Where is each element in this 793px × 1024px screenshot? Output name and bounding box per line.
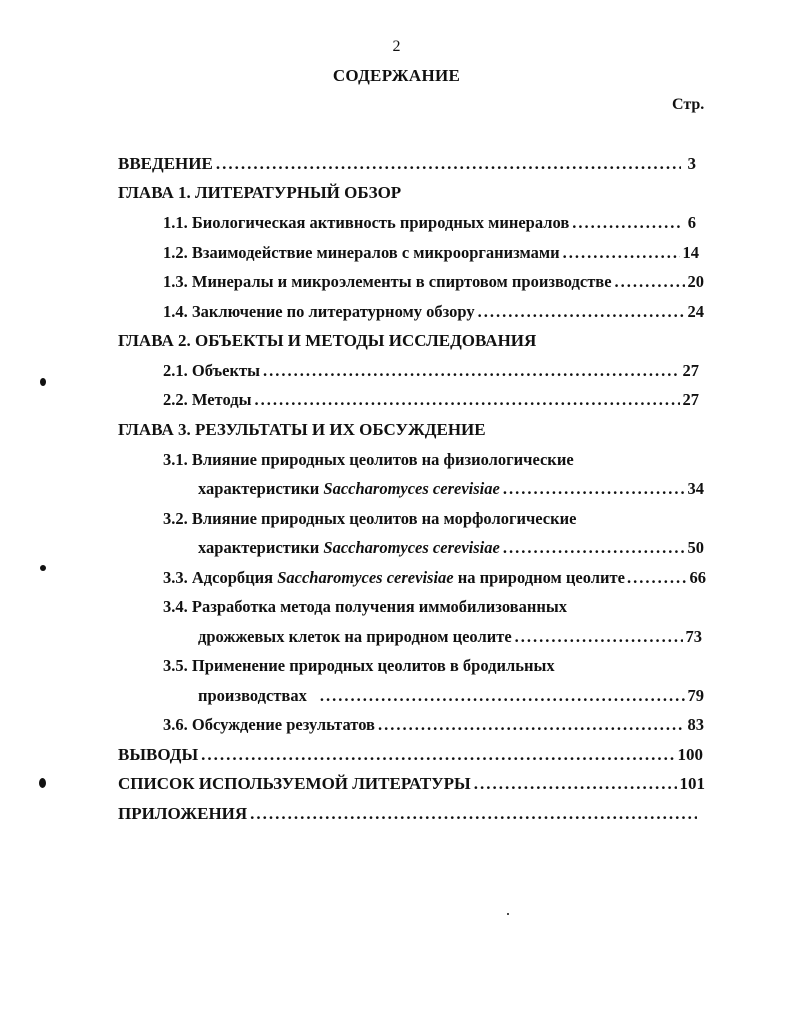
toc-entry-page: 20 [687, 272, 704, 291]
page-title: СОДЕРЖАНИЕ [332, 66, 461, 85]
toc-entry-label: ВВЕДЕНИЕ [118, 154, 213, 173]
toc-entry-page: 50 [687, 538, 704, 557]
toc-entry-3-4 [198, 627, 702, 651]
toc-entry-label: 1.2. Взаимодействие минералов с микроорганизмами [163, 243, 560, 262]
toc-leader-dots [201, 745, 674, 765]
toc-entry-page: 24 [687, 302, 704, 321]
toc-leader-dots [263, 361, 680, 381]
toc-entry-label: характеристики Saccharomyces cerevisiae [198, 538, 500, 557]
scan-speck [39, 778, 46, 788]
toc-entry-label: 3.6. Обсуждение результатов [163, 715, 375, 734]
toc-entry-1-4 [163, 302, 704, 326]
toc-entry-label: характеристики Saccharomyces cerevisiae [198, 479, 500, 498]
toc-entry-3-2-line1: 3.2. Влияние природных цеолитов на морфологические [163, 509, 577, 528]
toc-entry-1-3 [163, 272, 704, 296]
toc-chapter-2: ГЛАВА 2. ОБЪЕКТЫ И МЕТОДЫ ИССЛЕДОВАНИЯ [118, 331, 537, 350]
toc-leader-dots [216, 154, 681, 174]
toc-entry-page: 83 [687, 715, 704, 734]
toc-entry-3-6 [163, 715, 704, 739]
toc-entry-page: 6 [687, 213, 696, 232]
toc-chapter-3: ГЛАВА 3. РЕЗУЛЬТАТЫ И ИХ ОБСУЖДЕНИЕ [118, 420, 486, 439]
toc-entry-label: СПИСОК ИСПОЛЬЗУЕМОЙ ЛИТЕРАТУРЫ [118, 774, 471, 793]
toc-entry-3-5-line1: 3.5. Применение природных цеолитов в бродильных [163, 656, 555, 675]
toc-leader-dots [615, 272, 685, 292]
toc-entry-2-2 [163, 390, 699, 414]
toc-entry-3-1-line1: 3.1. Влияние природных цеолитов на физиологические [163, 450, 574, 469]
toc-entry-label: 1.1. Биологическая активность природных минералов [163, 213, 570, 232]
toc-entry-appendix [118, 804, 700, 828]
toc-entry-label: ПРИЛОЖЕНИЯ [118, 804, 248, 823]
toc-entry-page: 27 [682, 361, 699, 380]
toc-entry-conclusions [118, 745, 703, 769]
toc-leader-dots [378, 715, 685, 735]
toc-entry-label: 1.4. Заключение по литературному обзору [163, 302, 475, 321]
toc-entry-3-5 [198, 686, 704, 710]
toc-entry-3-3 [163, 568, 706, 592]
toc-entry-3-4-line1: 3.4. Разработка метода получения иммобилизованных [163, 597, 567, 616]
species-name: Saccharomyces cerevisiae [277, 568, 454, 587]
page-column-label: Стр. [672, 96, 705, 113]
toc-entry-label: 2.1. Объекты [163, 361, 260, 380]
toc-entry-label: дрожжевых клеток на природном цеолите [198, 627, 512, 646]
toc-entry-1-2 [163, 243, 699, 267]
toc-entry-references [118, 774, 705, 798]
toc-entry-2-1 [163, 361, 699, 385]
toc-entry-3-2 [198, 538, 704, 562]
scan-speck [40, 565, 46, 571]
toc-leader-dots [320, 686, 685, 706]
toc-entry-label: 3.3. Адсорбция Saccharomyces cerevisiae на природном цеолите [163, 568, 625, 587]
toc-leader-dots [572, 213, 681, 233]
toc-entry-page: 73 [685, 627, 702, 646]
toc-entry-page: 66 [689, 568, 706, 587]
toc-leader-dots [563, 243, 680, 263]
toc-entry-page: 3 [687, 154, 696, 173]
toc-entry-1-1 [163, 213, 696, 237]
toc-leader-dots [474, 774, 677, 794]
toc-leader-dots [478, 302, 685, 322]
species-name: Saccharomyces cerevisiae [323, 479, 500, 498]
toc-entry-intro [118, 154, 696, 178]
toc-entry-page: 14 [682, 243, 699, 262]
toc-leader-dots [503, 479, 685, 499]
scan-speck [40, 378, 46, 386]
toc-leader-dots [503, 538, 685, 558]
toc-entry-label: ВЫВОДЫ [118, 745, 199, 764]
scan-speck [507, 913, 509, 915]
toc-entry-label: производствах [198, 686, 307, 705]
toc-entry-label: 2.2. Методы [163, 390, 252, 409]
toc-entry-page: 101 [679, 774, 705, 793]
toc-leader-dots [254, 390, 679, 410]
toc-leader-dots [250, 804, 697, 824]
toc-entry-page: 100 [677, 745, 703, 764]
species-name: Saccharomyces cerevisiae [323, 538, 500, 557]
toc-leader-dots [627, 568, 688, 588]
toc-entry-page: 79 [687, 686, 704, 705]
toc-entry-label: 1.3. Минералы и микроэлементы в спиртовом производстве [163, 272, 612, 291]
toc-chapter-1: ГЛАВА 1. ЛИТЕРАТУРНЫЙ ОБЗОР [118, 183, 402, 202]
toc-leader-dots [515, 627, 683, 647]
toc-entry-page: 34 [687, 479, 704, 498]
toc-entry-3-1 [198, 479, 704, 503]
toc-entry-page: 27 [682, 390, 699, 409]
page-number: 2 [392, 38, 401, 55]
